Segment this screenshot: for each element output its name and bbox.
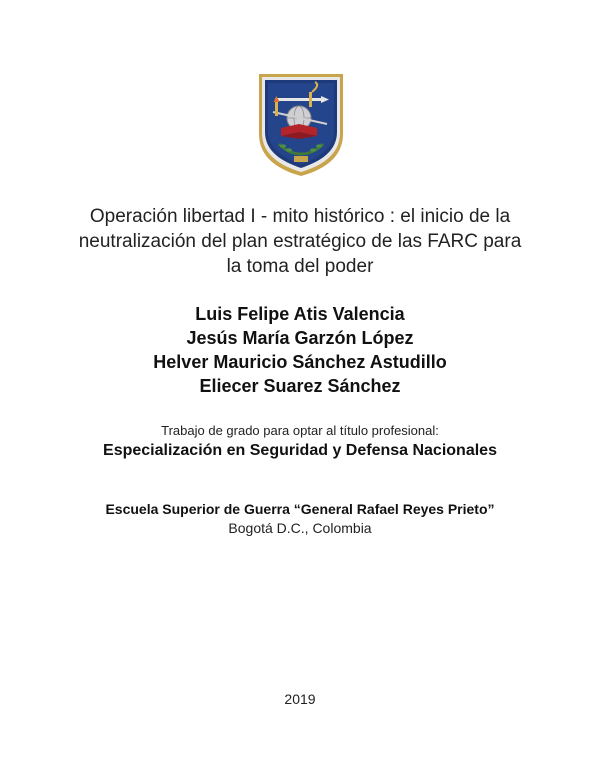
- title-line-1: Operación libertad I - mito histórico : el inicio de la: [89, 206, 511, 227]
- title-line-2: neutralización del plan estratégico de las FARC para: [78, 231, 522, 252]
- publication-year: 2019: [284, 691, 316, 707]
- institution-crest-logo: [255, 72, 347, 178]
- author-list: [60, 302, 540, 398]
- degree-purpose: Trabajo de grado para optar al título profesional:: [161, 423, 439, 438]
- author-name: Luis Felipe Atis Valencia: [195, 304, 405, 324]
- degree-program: Especialización en Seguridad y Defensa Nacionales: [103, 442, 497, 459]
- title-line-3: la toma del poder: [226, 256, 374, 277]
- author-name: Eliecer Suarez Sánchez: [199, 376, 401, 396]
- institution-city: Bogotá D.C., Colombia: [228, 520, 372, 536]
- institution-name: Escuela Superior de Guerra “General Rafael Reyes Prieto”: [105, 501, 495, 517]
- author-name: Jesús María Garzón López: [186, 328, 414, 348]
- author-name: Helver Mauricio Sánchez Astudillo: [153, 352, 447, 372]
- document-title: [60, 204, 540, 279]
